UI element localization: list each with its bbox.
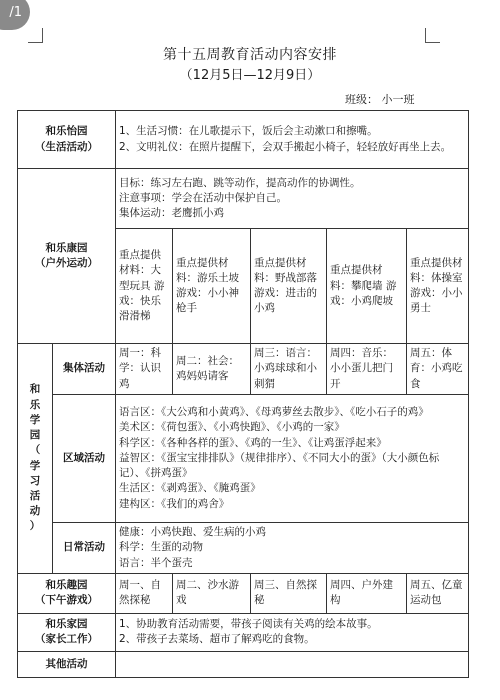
row-study-area: [18, 394, 469, 522]
study-char: 活: [29, 489, 41, 502]
family-content: [116, 613, 469, 651]
study-char: 习: [29, 474, 41, 487]
row-family: [18, 613, 469, 651]
study-char: ）: [29, 520, 41, 533]
outdoor-group-game: 集体运动：老鹰抓小鸡: [119, 207, 224, 220]
life-item: 1、生活习惯：在儿歌提示下，饭后会主动漱口和擦嘴。: [119, 125, 378, 138]
area-language: 语言区：《大公鸡和小黄鸡》、《母鸡萝丝去散步》、《吃小石子的鸡》: [119, 406, 429, 419]
other-section-label: 其他活动: [18, 651, 116, 677]
study-char: 乐: [29, 398, 41, 411]
daily-language: 语言：半个蛋壳: [119, 556, 193, 569]
class-info: [345, 91, 415, 107]
daily-activity-content: [116, 523, 469, 574]
outdoor-day-tue: 重点提供材料：游乐土坡 游戏：小小神枪手: [173, 229, 251, 344]
daily-activity-label: 日常活动: [53, 523, 116, 574]
area-puzzle: 益智区：《蛋宝宝排排队》（规律排序）、《不同大小的蛋》（大小颜色标记）、《拼鸡蛋》: [119, 451, 440, 480]
group-day-wed: 周三：语言：小鸡球球和小刺猬: [251, 344, 327, 395]
life-section-label: [18, 111, 116, 169]
row-study-group: [18, 344, 469, 395]
group-day-mon: 周一：科学：认识鸡: [116, 344, 173, 395]
afternoon-name: 和乐趣园: [45, 579, 88, 592]
outdoor-day-fri: 重点提供材料：体操室 游戏：小小勇士: [407, 229, 469, 344]
study-char: 园: [29, 429, 41, 442]
study-char: 学: [29, 459, 41, 472]
life-item: 2、文明礼仪：在照片提醒下，会双手搬起小椅子，轻轻放好再坐上去。: [119, 140, 452, 153]
outdoor-name: 和乐康园: [45, 241, 88, 254]
outdoor-day-thu: 重点提供材料：攀爬墙 游戏：小鸡爬坡: [327, 229, 407, 344]
activity-plan-table: [17, 110, 469, 678]
row-life: [18, 111, 469, 169]
area-building: 建构区：《我们的鸡舍》: [119, 497, 230, 510]
afternoon-day-mon: 周一、自然探秘: [116, 573, 173, 613]
study-char: 和: [29, 383, 41, 396]
group-activity-label: 集体活动: [53, 344, 116, 395]
page-number-text: /1: [9, 4, 22, 20]
group-day-tue: 周二：社会：鸡妈妈请客: [173, 344, 251, 395]
outdoor-day-mon: 重点提供材料：大型玩具 游戏：快乐滑滑梯: [116, 229, 173, 344]
life-subname: （生活活动）: [35, 140, 98, 153]
afternoon-section-label: [18, 573, 116, 613]
family-item: 2、带孩子去菜场、超市了解鸡吃的食物。: [119, 633, 315, 646]
row-afternoon: [18, 573, 469, 613]
afternoon-day-fri: 周五、亿童运动包: [407, 573, 469, 613]
outdoor-goal: 目标：练习左右跑、跳等动作，提高动作的协调性。: [119, 176, 361, 189]
class-label: 班级：: [345, 93, 378, 106]
area-art: 美术区：《荷包蛋》、《小鸡快跑》、《小鸡的一家》: [119, 421, 345, 434]
date-range: （12月5日—12月9日）: [179, 68, 321, 83]
page-title: 第十五周教育活动内容安排: [163, 47, 337, 63]
study-char: （: [29, 444, 41, 457]
area-activity-content: [116, 394, 469, 522]
study-char: 动: [29, 505, 41, 518]
other-content: [116, 651, 469, 677]
study-char: 学: [29, 413, 41, 426]
study-section-label: [18, 344, 53, 574]
area-science: 科学区：《各种各样的蛋》、《鸡的一生》、《让鸡蛋浮起来》: [119, 436, 387, 449]
area-activity-label: 区域活动: [53, 394, 116, 522]
outdoor-note: 注意事项：学会在活动中保护自己。: [119, 191, 287, 204]
row-other: [18, 651, 469, 677]
life-content: [116, 111, 469, 169]
row-outdoor-goal: [18, 169, 469, 229]
outdoor-goal-cell: [116, 169, 469, 229]
page-number-badge: [0, 0, 30, 30]
outdoor-day-wed: 重点提供材料：野战部落 游戏：进击的小鸡: [251, 229, 327, 344]
daily-science: 科学：生蛋的动物: [119, 541, 203, 554]
crop-mark-right: [425, 28, 440, 43]
row-study-daily: [18, 523, 469, 574]
afternoon-day-thu: 周四、户外建构: [327, 573, 407, 613]
afternoon-subname: （下午游戏）: [35, 594, 98, 607]
outdoor-subname: （户外运动）: [35, 257, 98, 270]
family-name: 和乐家园: [45, 618, 88, 631]
class-value: 小一班: [381, 93, 415, 106]
area-life: 生活区：《剥鸡蛋》、《腌鸡蛋》: [119, 482, 261, 495]
afternoon-day-wed: 周三、自然探秘: [251, 573, 327, 613]
family-subname: （家长工作）: [35, 633, 98, 646]
crop-mark-left: [28, 28, 43, 43]
family-item: 1、协助教育活动需要，带孩子阅读有关鸡的绘本故事。: [119, 618, 378, 631]
group-day-fri: 周五：体育：小鸡吃食: [407, 344, 469, 395]
afternoon-day-tue: 周二、沙水游戏: [173, 573, 251, 613]
outdoor-section-label: [18, 169, 116, 344]
group-day-thu: 周四：音乐：小小蛋儿把门开: [327, 344, 407, 395]
daily-health: 健康：小鸡快跑、爱生病的小鸡: [119, 526, 266, 539]
family-section-label: [18, 613, 116, 651]
life-name: 和乐怡园: [45, 125, 88, 138]
